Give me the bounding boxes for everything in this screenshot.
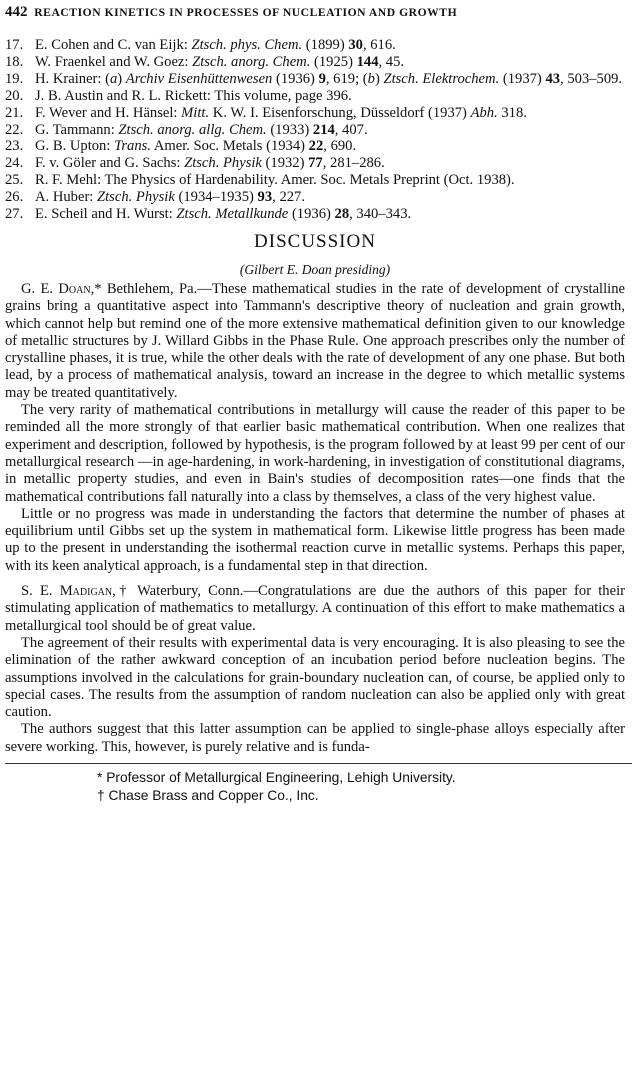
reference-item: 18. W. Fraenkel and W. Goez: Ztsch. anorg. Chem. (1925) 144, 45. bbox=[5, 53, 405, 70]
reference-item: 21. F. Wever and H. Hänsel: Mitt. K. W. I. Eisenforschung, Düsseldorf (1937) Abh. 318. bbox=[5, 104, 527, 121]
section-heading: DISCUSSION bbox=[254, 230, 376, 252]
running-title: REACTION KINETICS IN PROCESSES OF NUCLEATION AND GROWTH bbox=[34, 6, 458, 19]
discussion-paragraph: The agreement of their results with experimental data is very encouraging. It is also pleasing to see the elimination of the rather awkward conception of an incubation period before nucleation begins. The assumptions involved in the calculations for grain-boundary nucleation can, of course, be applied only to special cases. The results from the assumption of random nucleation can also be applied only with great caution. bbox=[5, 634, 625, 721]
footnote-rule bbox=[5, 763, 632, 764]
reference-item: 27. E. Scheil and H. Wurst: Ztsch. Metallkunde (1936) 28, 340–343. bbox=[5, 206, 412, 223]
reference-item: 20. J. B. Austin and R. L. Rickett: This volume, page 396. bbox=[5, 87, 352, 104]
reference-item: 26. A. Huber: Ztsch. Physik (1934–1935) 93, 227. bbox=[5, 189, 305, 206]
speaker-initials: S. E. bbox=[21, 583, 60, 600]
reference-item: 19. H. Krainer: (a) Archiv Eisenhüttenwesen (1936) 9, 619; (b) Ztsch. Elektrochem. (1937) 43, 503–509. bbox=[5, 70, 623, 87]
page-number: 442 bbox=[5, 4, 28, 20]
footnote: * Professor of Metallurgical Engineering, Lehigh University. bbox=[97, 769, 456, 785]
speaker-name: Doan bbox=[58, 280, 91, 297]
reference-list bbox=[5, 37, 625, 223]
speaker-initials: G. E. bbox=[21, 280, 59, 297]
reference-item: 22. G. Tammann: Ztsch. anorg. allg. Chem. (1933) 214, 407. bbox=[5, 121, 368, 138]
discussion-paragraph: Little or no progress was made in understanding the factors that determine the number of phases at equilibrium until Gibbs set up the system in mathematical form. Likewise little progress has been made up to the present in understanding the isothermal reaction curve in metallic systems. Perhaps this paper, with its keen analytical approach, is a fundamental step in that direction. bbox=[5, 505, 625, 574]
discussion-paragraph: The authors suggest that this latter assumption can be applied to single-phase alloys especially after severe working. This, however, is purely relative and is funda- bbox=[5, 721, 625, 755]
discussion-paragraph: S. E. Madigan,† Waterbury, Conn.—Congratulations are due the authors of this paper for their stimulating application of mathematics to metallurgy. A continuation of this effort to make mathematics a metallurgical tool should be of great value. bbox=[5, 583, 625, 634]
footnotes bbox=[5, 769, 625, 805]
presiding-note: (Gilbert E. Doan presiding) bbox=[239, 261, 391, 277]
reference-item: 23. G. B. Upton: Trans. Amer. Soc. Metals (1934) 22, 690. bbox=[5, 138, 357, 155]
speaker-name: Madigan bbox=[59, 583, 113, 600]
running-head bbox=[5, 0, 625, 24]
discussion-paragraph: The very rarity of mathematical contributions in metallurgy will cause the reader of this paper to be reminded all the more strongly of that earlier basic mathematical contribution. When one realizes that experiment and description, followed by hypothesis, is the program followed by at least 99 per cent of our metallurgical research —in age-hardening, in work-hardening, in investigation of constitutional diagrams, in metallic property studies, and even in Bain's studies of decomposition rates—one finds that the mathematical contributions fall naturally into a class by themselves, a class of the very highest value. bbox=[5, 402, 625, 505]
discussion-paragraph: G. E. Doan,* Bethlehem, Pa.—These mathematical studies in the rate of development of crystalline grains bring a quantitative aspect into Tammann's descriptive theory of nucleation and grain growth, which cannot help but remind one of the more extensive mathematical definition given to our knowledge of metallic structures by J. Willard Gibbs in the Phase Rule. One approach prescribes only the number of crystalline phases, it is true, while the other deals with the rate of development of any one phase. But both lead, by a process of mathematical analysis, toward an increase in the degree to which metallic systems may be treated quantitatively. bbox=[5, 280, 625, 401]
reference-item: 25. R. F. Mehl: The Physics of Hardenability. Amer. Soc. Metals Preprint (Oct. 1938). bbox=[5, 172, 515, 189]
reference-item: 24. F. v. Göler and G. Sachs: Ztsch. Physik (1932) 77, 281–286. bbox=[5, 155, 385, 172]
footnote: † Chase Brass and Copper Co., Inc. bbox=[97, 787, 319, 803]
reference-item: 17. E. Cohen and C. van Eijk: Ztsch. phys. Chem. (1899) 30, 616. bbox=[5, 37, 396, 53]
